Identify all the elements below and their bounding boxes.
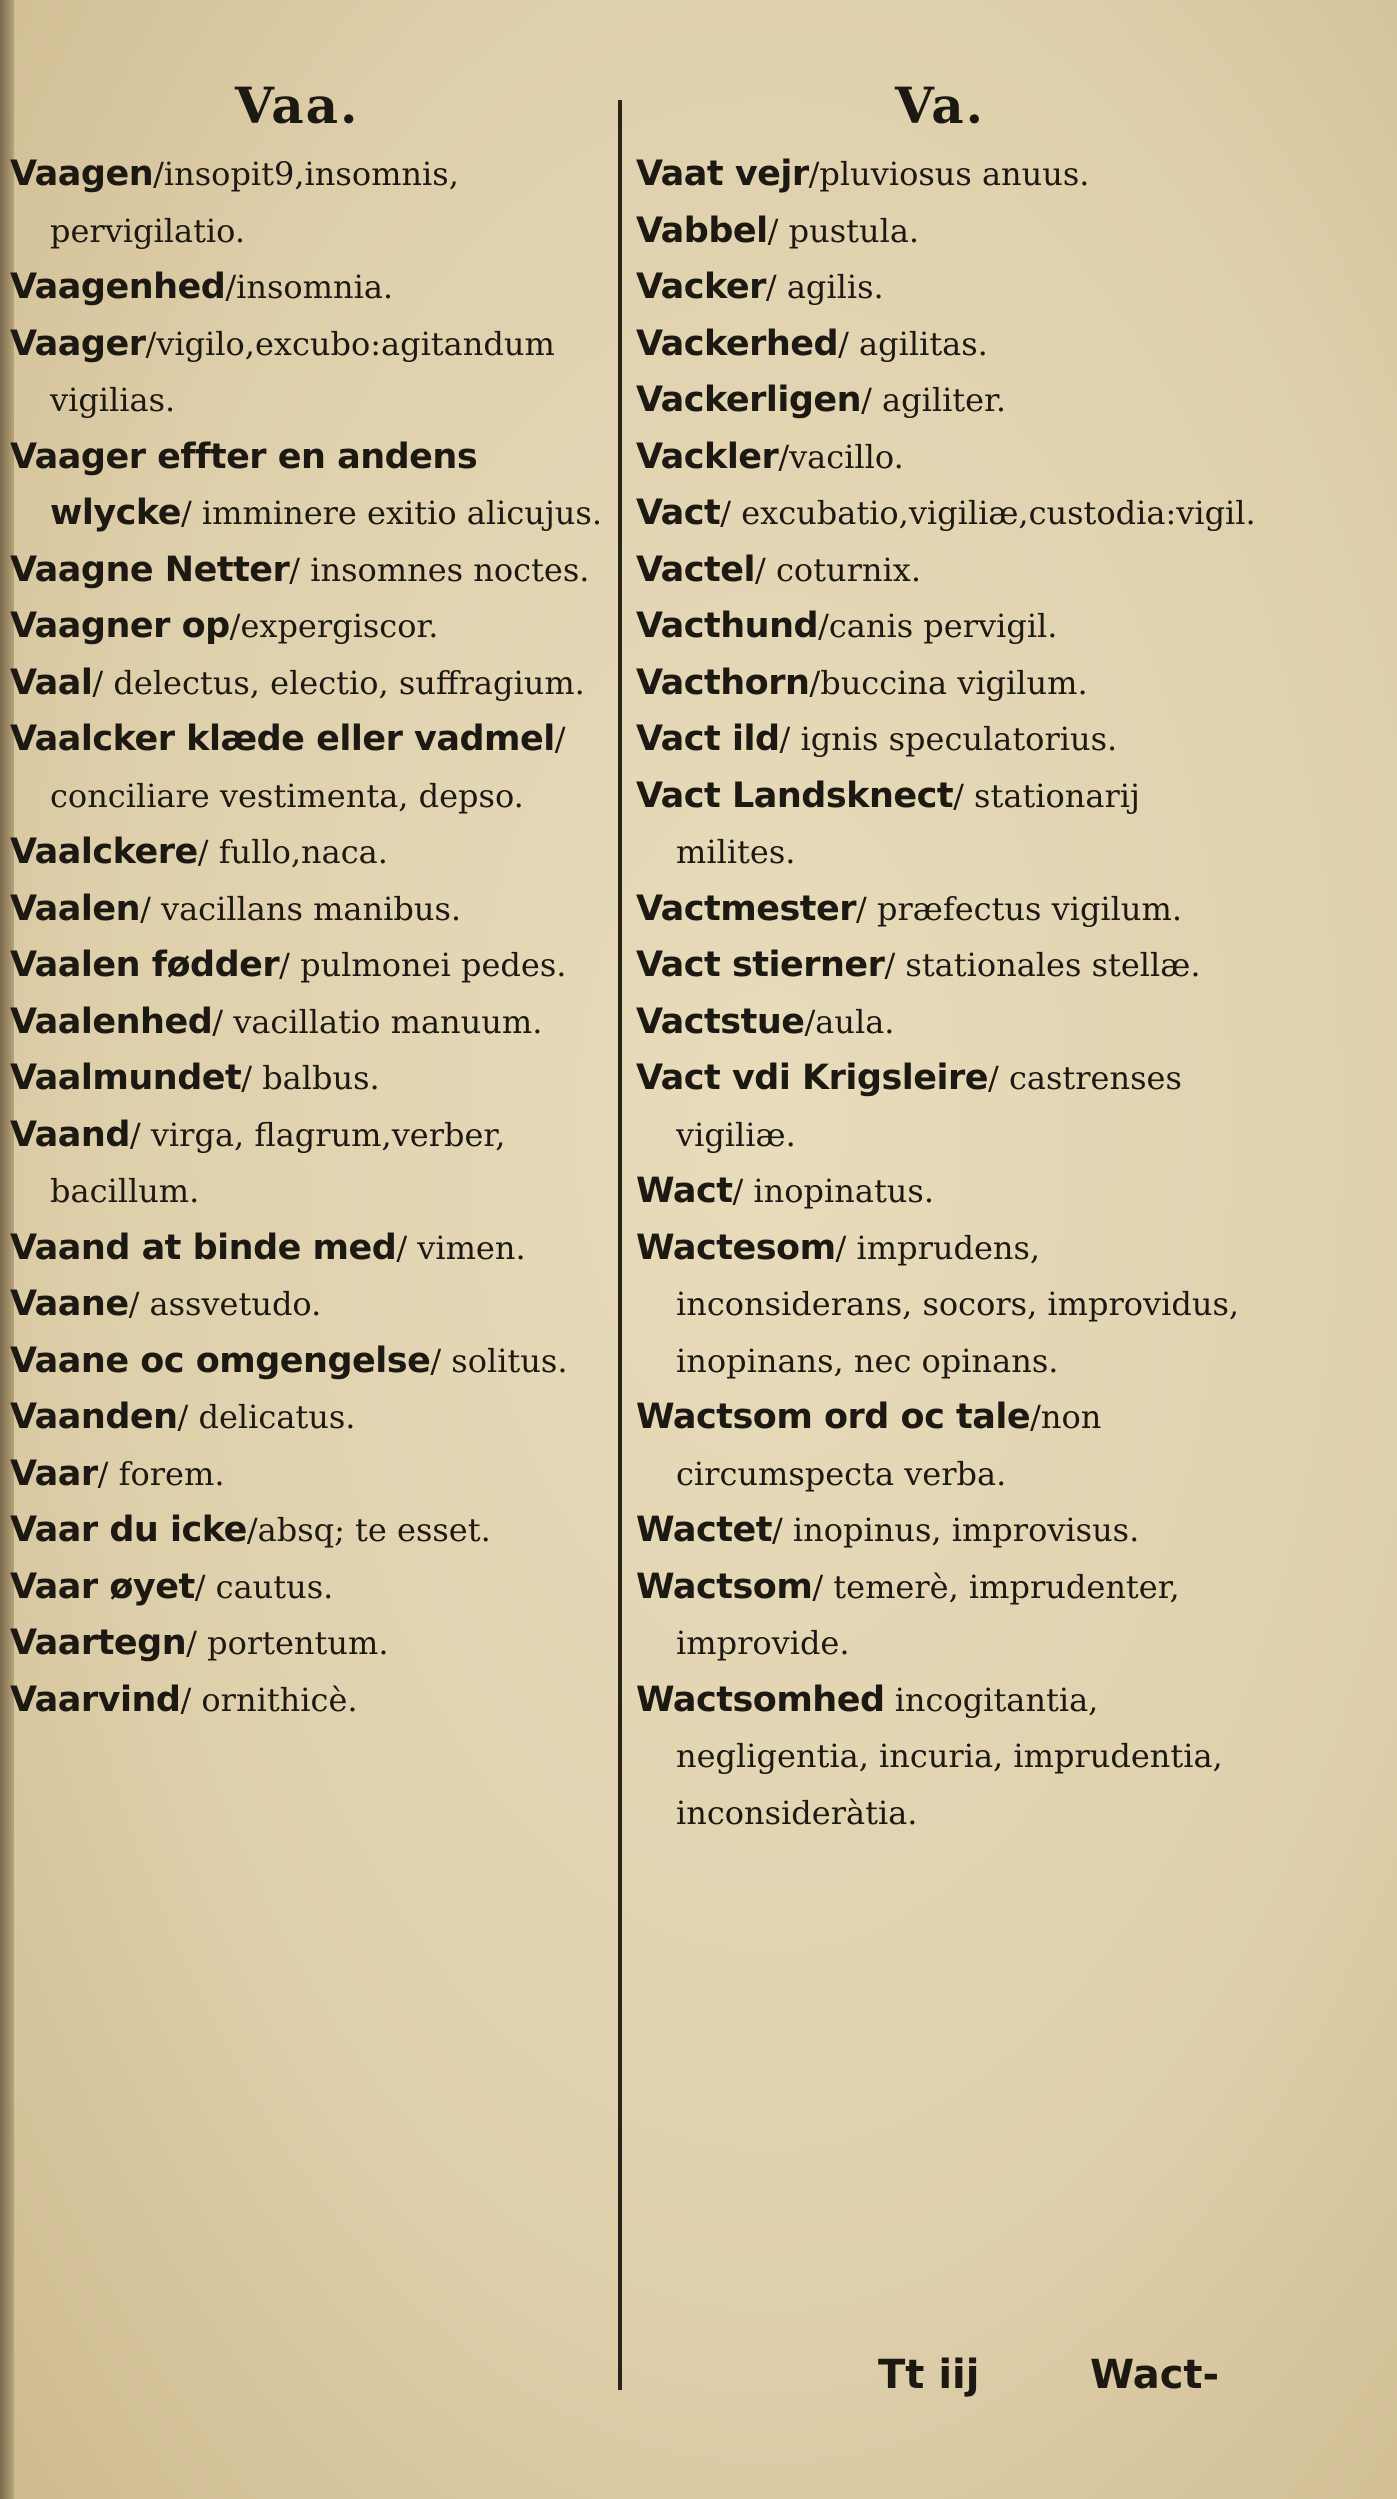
dictionary-entry	[10, 1389, 606, 1446]
dictionary-entry	[10, 316, 606, 429]
entry-gloss: /insomnia.	[225, 268, 394, 306]
dictionary-entry	[10, 1672, 606, 1729]
dictionary-entry	[636, 429, 1256, 486]
entry-gloss: / excubatio,vigiliæ,custodia:vigil.	[720, 494, 1256, 532]
dictionary-entry	[636, 994, 1256, 1051]
entry-headword: Wact	[636, 1171, 733, 1211]
entry-gloss: / forem.	[97, 1454, 225, 1493]
entry-headword: Vackerhed	[636, 323, 839, 364]
entry-headword: Wactsomhed	[636, 1679, 885, 1720]
entry-headword: Vactel	[636, 549, 756, 590]
running-head-left: Vaa.	[235, 76, 360, 135]
entry-gloss: /aula.	[804, 1002, 895, 1041]
dictionary-entry	[636, 146, 1256, 203]
entry-gloss: /vigilo,excubo:agitandum vigilias.	[50, 324, 555, 419]
entry-gloss: / virga, flagrum,verber, bacillum.	[50, 1115, 506, 1210]
dictionary-entry	[10, 1276, 606, 1333]
entry-gloss: / stationales stellæ.	[884, 946, 1201, 984]
dictionary-entry	[10, 1559, 606, 1616]
dictionary-entry	[10, 429, 606, 542]
dictionary-entry	[10, 1107, 606, 1220]
dictionary-entry	[636, 259, 1256, 316]
entry-gloss: / agilitas.	[838, 324, 988, 363]
dictionary-entry	[636, 1220, 1256, 1390]
entry-headword: Vaar øyet	[10, 1566, 195, 1607]
entry-gloss: /insopit9,insomnis, pervigilatio.	[50, 155, 459, 250]
entry-gloss: / imminere exitio alicujus.	[180, 494, 602, 532]
entry-headword: Vaand at binde med	[10, 1227, 397, 1268]
entry-gloss: /buccina vigilum.	[809, 663, 1088, 702]
dictionary-entry	[10, 881, 606, 938]
dictionary-entry	[636, 372, 1256, 429]
entry-headword: Vaar	[10, 1453, 98, 1494]
entry-headword: Wactsom	[636, 1566, 813, 1607]
entry-gloss: / pulmonei pedes.	[279, 946, 567, 984]
entry-headword: Vact Landsknect	[636, 775, 954, 816]
dictionary-entry	[636, 203, 1256, 260]
entry-headword: Wactet	[636, 1510, 772, 1550]
entry-headword: Vaager effter en andens wlycke	[10, 436, 478, 533]
entry-headword: Vaalcker klæde eller vadmel	[10, 719, 555, 759]
entry-gloss: / castrenses vigiliæ.	[676, 1059, 1182, 1154]
dictionary-entry	[636, 485, 1256, 542]
entry-headword: Vaal	[10, 662, 93, 703]
entry-gloss: /vacillo.	[778, 437, 904, 476]
entry-gloss: / fullo,naca.	[197, 833, 388, 871]
dictionary-entry	[10, 542, 606, 599]
dictionary-entry	[636, 1389, 1256, 1502]
entry-gloss: / inopinus, improvisus.	[771, 1511, 1140, 1549]
entry-headword: Vaalckere	[10, 832, 198, 872]
dictionary-entry	[636, 881, 1256, 938]
entry-headword: Vactmester	[636, 888, 857, 929]
entry-headword: Vaalen	[10, 888, 141, 929]
entry-gloss: / temerè, imprudenter, improvide.	[676, 1567, 1180, 1662]
entry-headword: Vackler	[636, 436, 779, 477]
dictionary-entry	[10, 1333, 606, 1390]
dictionary-entry	[636, 937, 1256, 994]
right-column	[636, 146, 1256, 1841]
entry-headword: Vaagen	[10, 154, 154, 194]
entry-headword: Vaarvind	[10, 1679, 181, 1720]
entry-gloss: /absq; te esset.	[246, 1511, 491, 1549]
entry-headword: Vaagner op	[10, 606, 230, 646]
entry-headword: Vact ild	[636, 719, 780, 759]
entry-gloss: / delectus, electio, suffragium.	[92, 663, 585, 702]
entry-gloss: /non circumspecta verba.	[676, 1398, 1102, 1493]
dictionary-entry	[636, 316, 1256, 373]
entry-gloss: / insomnes noctes.	[289, 550, 590, 589]
entry-gloss: / vimen.	[396, 1228, 526, 1267]
entry-gloss: / balbus.	[241, 1059, 380, 1097]
entry-headword: Vaagenhed	[10, 267, 226, 307]
dictionary-entry	[10, 824, 606, 881]
entry-headword: Vaalenhed	[10, 1001, 213, 1042]
dictionary-entry	[636, 655, 1256, 712]
entry-headword: Wactesom	[636, 1227, 836, 1268]
entry-headword: Vabbel	[636, 210, 768, 251]
dictionary-entry	[636, 1502, 1256, 1559]
entry-headword: Vact stierner	[636, 945, 885, 985]
entry-gloss: / ignis speculatorius.	[779, 720, 1118, 758]
entry-headword: Vaartegn	[10, 1623, 187, 1663]
entry-gloss: / portentum.	[186, 1624, 389, 1662]
entry-gloss: / delicatus.	[177, 1398, 356, 1436]
dictionary-entry	[10, 655, 606, 712]
entry-headword: Vacthund	[636, 606, 819, 646]
entry-gloss: /expergiscor.	[229, 607, 439, 645]
dictionary-entry	[10, 994, 606, 1051]
entry-gloss: / conciliare vestimenta, depso.	[50, 720, 566, 815]
dictionary-entry	[10, 1220, 606, 1277]
entry-gloss: / præfectus vigilum.	[856, 889, 1183, 928]
entry-headword: Vaar du icke	[10, 1510, 247, 1550]
dictionary-entry	[10, 1502, 606, 1559]
dictionary-entry	[10, 1050, 606, 1107]
entry-headword: Vaager	[10, 323, 146, 364]
entry-headword: Vact vdi Krigsleire	[636, 1058, 989, 1098]
entry-headword: Vaalmundet	[10, 1058, 242, 1098]
dictionary-entry	[636, 711, 1256, 768]
dictionary-entry	[10, 598, 606, 655]
entry-headword: Vaand	[10, 1114, 130, 1155]
dictionary-entry	[636, 1559, 1256, 1672]
entry-headword: Vaat vejr	[636, 154, 809, 194]
entry-gloss: / agiliter.	[861, 381, 1007, 419]
entry-headword: Vaagne Netter	[10, 549, 290, 590]
entry-headword: Wactsom ord oc tale	[636, 1397, 1031, 1437]
entry-headword: Vaanden	[10, 1397, 178, 1437]
entry-gloss: / ornithicè.	[180, 1680, 358, 1719]
catchword: Wact-	[1090, 2352, 1220, 2398]
dictionary-entry	[636, 1050, 1256, 1163]
entry-gloss: / inopinatus.	[732, 1172, 934, 1210]
signature-mark: Tt iij	[878, 2352, 980, 2398]
entry-gloss: / cautus.	[194, 1567, 334, 1606]
entry-gloss: / vacillans manibus.	[140, 889, 462, 928]
left-column	[10, 146, 606, 1728]
dictionary-entry	[636, 598, 1256, 655]
entry-headword: Vacthorn	[636, 662, 810, 703]
entry-headword: Vaalen fødder	[10, 945, 280, 985]
column-divider	[618, 100, 622, 2390]
entry-headword: Vactstue	[636, 1001, 805, 1042]
dictionary-entry	[10, 711, 606, 824]
running-head-right: Va.	[895, 76, 986, 135]
entry-headword: Vaane	[10, 1284, 129, 1324]
dictionary-entry	[636, 542, 1256, 599]
dictionary-entry	[636, 1672, 1256, 1842]
entry-gloss: / stationarij milites.	[676, 776, 1140, 871]
entry-headword: Vaane oc omgengelse	[10, 1340, 431, 1381]
entry-gloss: / assvetudo.	[128, 1285, 322, 1323]
dictionary-entry	[10, 259, 606, 316]
entry-gloss: / agilis.	[765, 268, 884, 306]
entry-gloss: / coturnix.	[755, 550, 921, 589]
dictionary-entry	[10, 146, 606, 259]
entry-headword: Vact	[636, 493, 721, 533]
entry-gloss: /canis pervigil.	[818, 607, 1058, 645]
entry-gloss: / pustula.	[767, 211, 920, 250]
dictionary-entry	[10, 1446, 606, 1503]
entry-gloss: / vacillatio manuum.	[212, 1002, 543, 1041]
entry-gloss: /pluviosus anuus.	[808, 155, 1090, 193]
entry-headword: Vacker	[636, 267, 766, 307]
dictionary-entry	[10, 1615, 606, 1672]
entry-headword: Vackerligen	[636, 380, 862, 420]
dictionary-entry	[10, 937, 606, 994]
entry-gloss: / imprudens, inconsiderans, socors, improvidus, inopinans, nec opinans.	[676, 1228, 1240, 1380]
dictionary-entry	[636, 1163, 1256, 1220]
entry-gloss: incogitantia, negligentia, incuria, imprudentia, inconsideràtia.	[676, 1680, 1223, 1832]
entry-gloss: / solitus.	[430, 1341, 568, 1380]
dictionary-entry	[636, 768, 1256, 881]
